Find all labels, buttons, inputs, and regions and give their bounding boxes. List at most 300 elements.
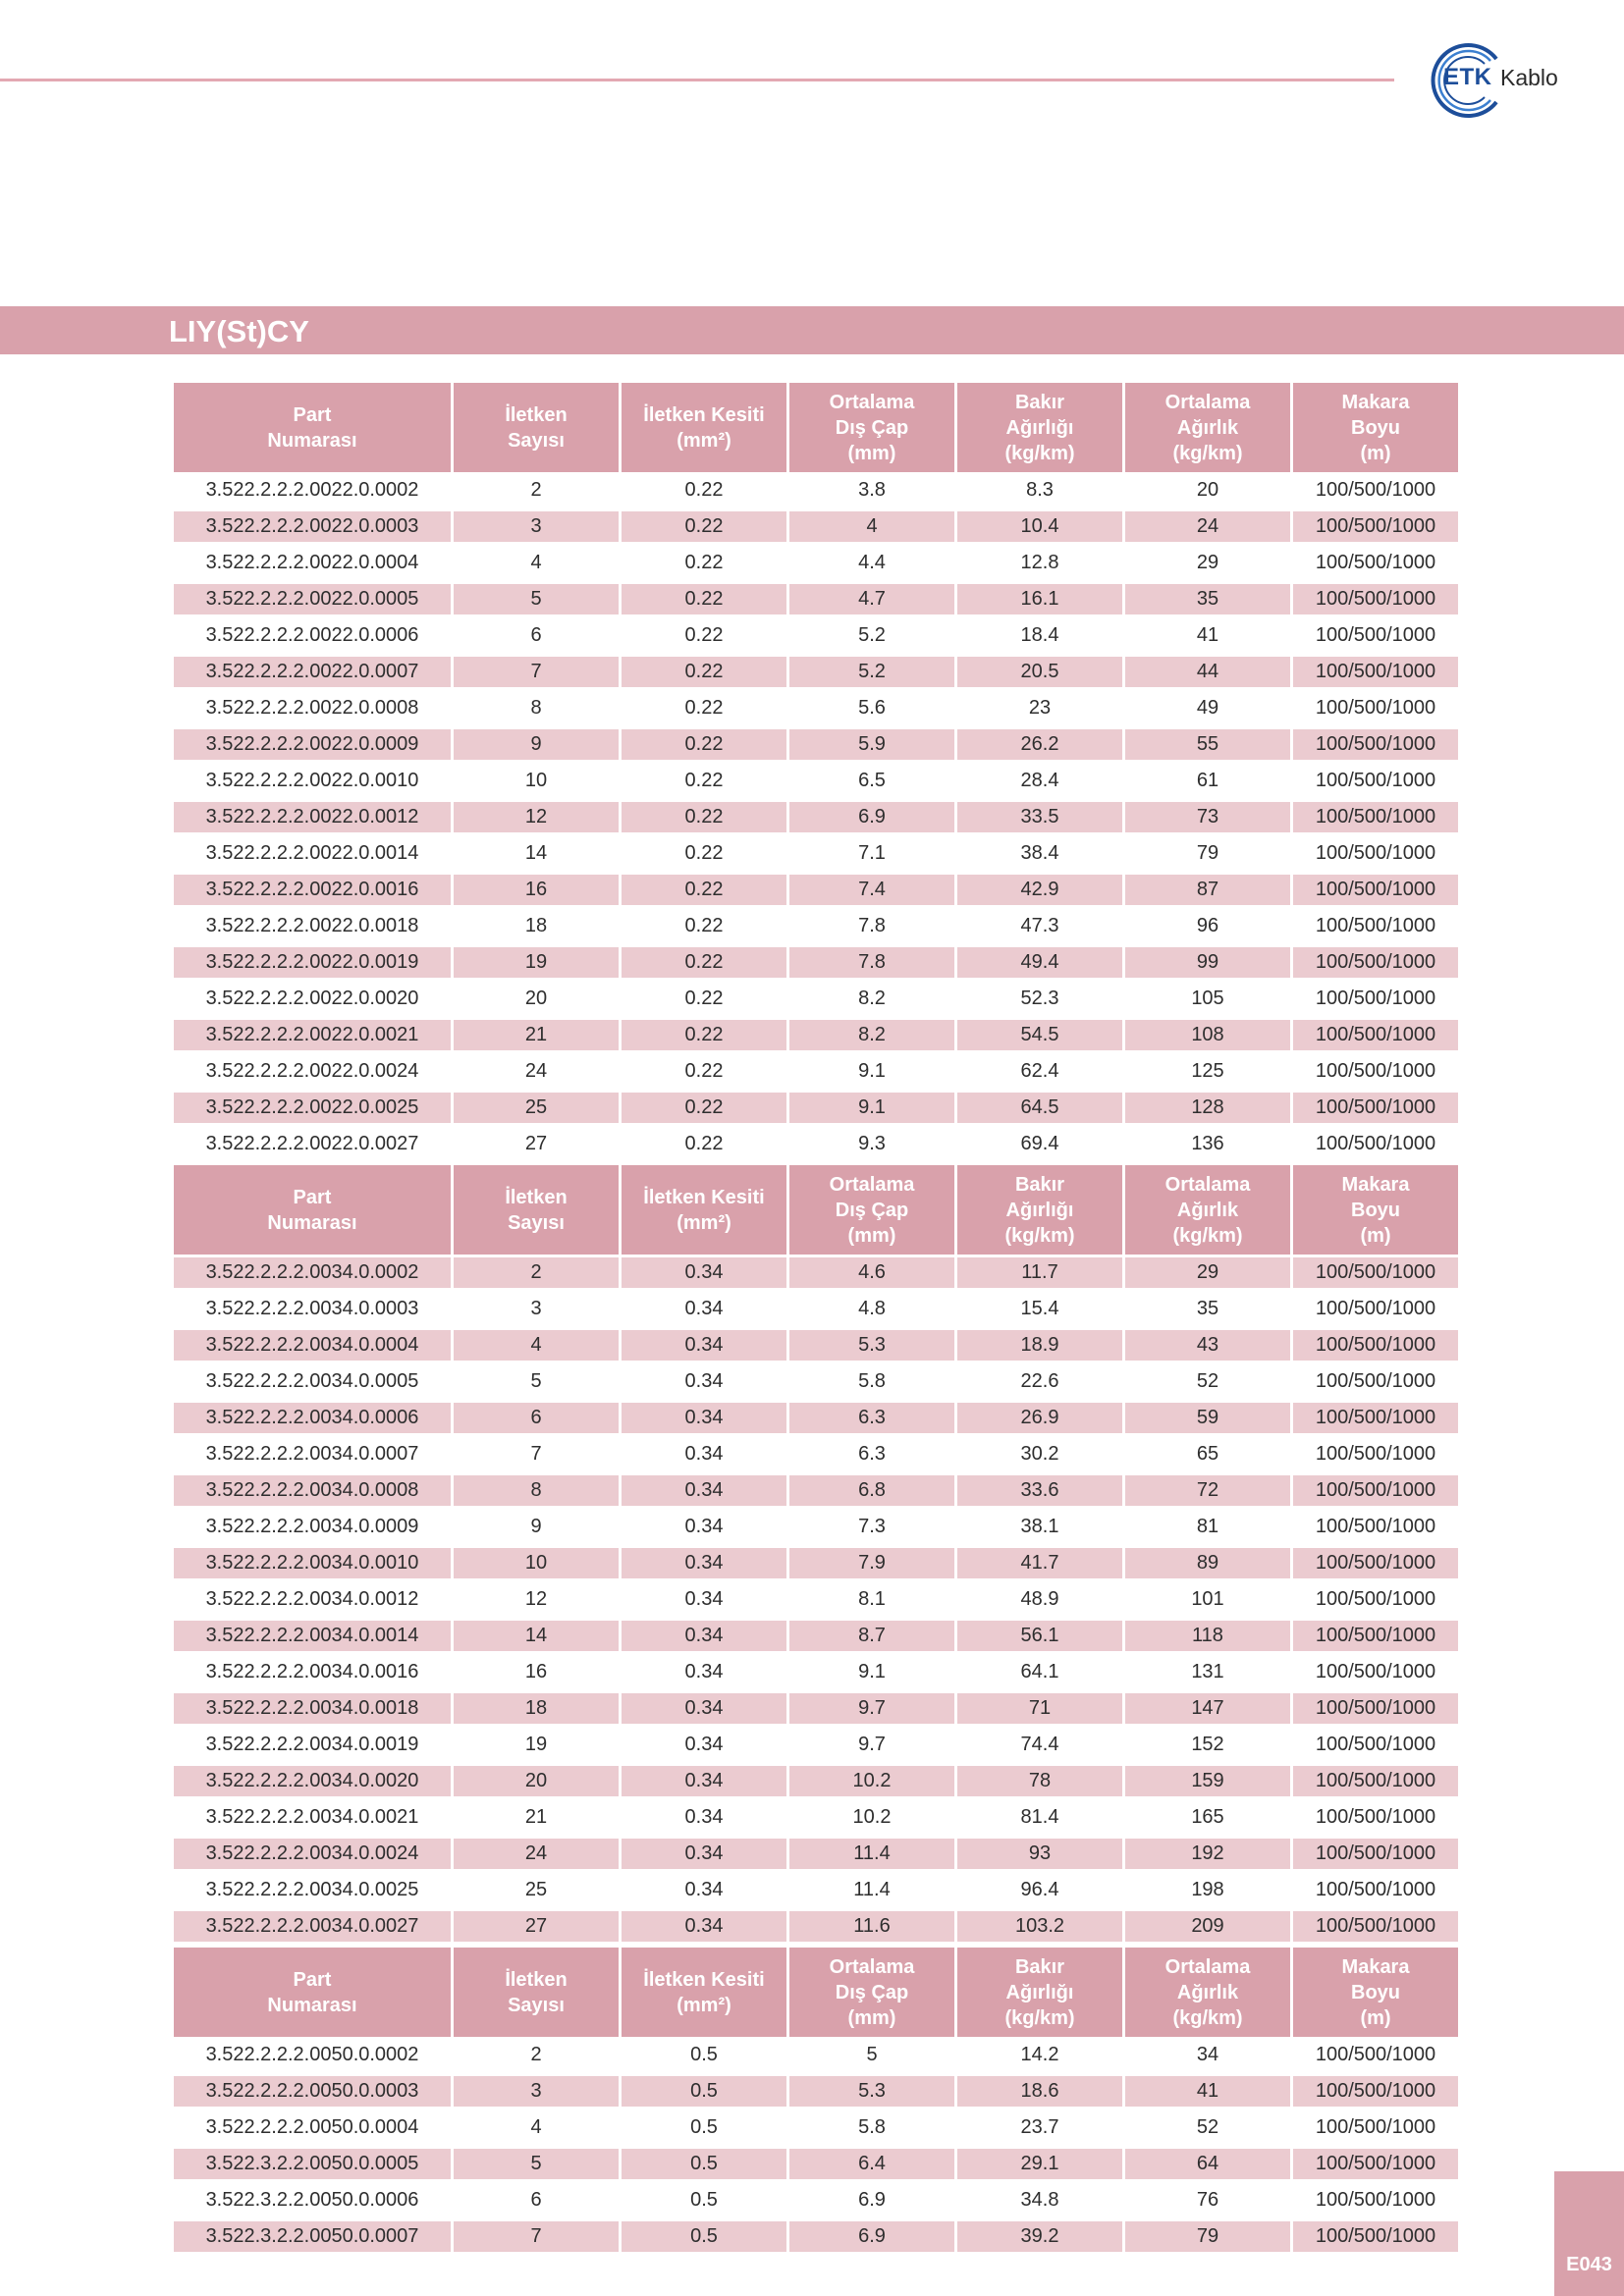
table-row xyxy=(174,875,1458,911)
table-row xyxy=(174,1584,1458,1621)
column-header-line: Dış Çap xyxy=(835,416,909,439)
table-cell: 100/500/1000 xyxy=(1293,1802,1458,1839)
column-header-line: Ortalama xyxy=(829,1173,915,1196)
table-cell: 0.22 xyxy=(622,693,786,729)
table-cell: 43 xyxy=(1125,1330,1290,1366)
table-cell: 6 xyxy=(454,2185,619,2221)
table-cell: 3.522.2.2.2.0034.0.0003 xyxy=(174,1294,451,1330)
column-header xyxy=(174,383,451,475)
table-cell: 100/500/1000 xyxy=(1293,1693,1458,1730)
table-row xyxy=(174,693,1458,729)
table-cell: 147 xyxy=(1125,1693,1290,1730)
table-cell: 49.4 xyxy=(957,947,1122,984)
table-cell: 7.9 xyxy=(789,1548,954,1584)
table-cell: 41.7 xyxy=(957,1548,1122,1584)
table-cell: 7.4 xyxy=(789,875,954,911)
column-header xyxy=(957,1948,1122,2040)
table-row xyxy=(174,2185,1458,2221)
table-row xyxy=(174,947,1458,984)
table-cell: 100/500/1000 xyxy=(1293,2040,1458,2076)
table-row xyxy=(174,2149,1458,2185)
table-cell: 209 xyxy=(1125,1911,1290,1948)
table-row xyxy=(174,584,1458,620)
logo-mark: ETK xyxy=(1443,64,1492,90)
table-cell: 0.34 xyxy=(622,1257,786,1294)
table-cell: 41 xyxy=(1125,620,1290,657)
table-cell: 4 xyxy=(454,1330,619,1366)
table-row xyxy=(174,1693,1458,1730)
table-cell: 8.2 xyxy=(789,984,954,1020)
column-header-line: Part xyxy=(293,1968,332,1991)
table-cell: 20 xyxy=(1125,475,1290,511)
table-row xyxy=(174,620,1458,657)
column-header xyxy=(789,1948,954,2040)
table-cell: 3.522.2.2.2.0022.0.0007 xyxy=(174,657,451,693)
column-header-line: İletken xyxy=(505,1186,568,1208)
column-header-line: Numarası xyxy=(267,429,357,452)
column-header xyxy=(789,383,954,475)
table-cell: 100/500/1000 xyxy=(1293,1766,1458,1802)
table-cell: 11.4 xyxy=(789,1875,954,1911)
table-cell: 3 xyxy=(454,511,619,548)
column-header-line: Dış Çap xyxy=(835,1199,909,1221)
table-row xyxy=(174,1512,1458,1548)
table-cell: 71 xyxy=(957,1693,1122,1730)
table-cell: 28.4 xyxy=(957,766,1122,802)
table-cell: 100/500/1000 xyxy=(1293,620,1458,657)
table-cell: 18.4 xyxy=(957,620,1122,657)
column-header-line: (kg/km) xyxy=(1004,1224,1075,1247)
table-cell: 100/500/1000 xyxy=(1293,802,1458,838)
column-header-line: Part xyxy=(293,403,332,426)
table-cell: 10.4 xyxy=(957,511,1122,548)
table-cell: 4.8 xyxy=(789,1294,954,1330)
table-cell: 24 xyxy=(454,1056,619,1093)
table-cell: 64.1 xyxy=(957,1657,1122,1693)
table-cell: 6.4 xyxy=(789,2149,954,2185)
table-cell: 0.34 xyxy=(622,1439,786,1475)
table-cell: 0.34 xyxy=(622,1839,786,1875)
table-cell: 0.34 xyxy=(622,1330,786,1366)
table-row xyxy=(174,729,1458,766)
table-cell: 118 xyxy=(1125,1621,1290,1657)
table-row xyxy=(174,1330,1458,1366)
table-row xyxy=(174,1366,1458,1403)
cable-spec-table xyxy=(171,383,1461,2258)
table-row xyxy=(174,1056,1458,1093)
table-cell: 56.1 xyxy=(957,1621,1122,1657)
column-header-line: (mm²) xyxy=(677,1994,731,2016)
column-header-line: İletken Kesiti xyxy=(643,403,765,426)
column-header-line: (kg/km) xyxy=(1172,442,1243,464)
column-header-line: Ağırlığı xyxy=(1005,1199,1074,1221)
table-cell: 6.9 xyxy=(789,2221,954,2258)
table-cell: 59 xyxy=(1125,1403,1290,1439)
column-header-line: (m) xyxy=(1360,1224,1391,1247)
column-header xyxy=(622,1165,786,1257)
table-cell: 21 xyxy=(454,1802,619,1839)
table-cell: 2 xyxy=(454,1257,619,1294)
column-header-line: (m) xyxy=(1360,2006,1391,2029)
table-cell: 3.522.3.2.2.0050.0.0006 xyxy=(174,2185,451,2221)
table-cell: 7 xyxy=(454,657,619,693)
table-cell: 100/500/1000 xyxy=(1293,1093,1458,1129)
table-cell: 0.5 xyxy=(622,2076,786,2112)
table-cell: 5 xyxy=(789,2040,954,2076)
table-cell: 100/500/1000 xyxy=(1293,2185,1458,2221)
table-row xyxy=(174,1730,1458,1766)
table-cell: 0.22 xyxy=(622,657,786,693)
table-cell: 42.9 xyxy=(957,875,1122,911)
table-cell: 79 xyxy=(1125,838,1290,875)
table-cell: 6 xyxy=(454,620,619,657)
table-cell: 0.34 xyxy=(622,1584,786,1621)
table-cell: 6.8 xyxy=(789,1475,954,1512)
table-row xyxy=(174,1839,1458,1875)
column-header-line: Bakır xyxy=(1014,391,1065,413)
table-cell: 55 xyxy=(1125,729,1290,766)
table-cell: 76 xyxy=(1125,2185,1290,2221)
table-cell: 3.522.2.2.2.0022.0.0012 xyxy=(174,802,451,838)
column-header xyxy=(1293,1948,1458,2040)
table-cell: 3.522.2.2.2.0034.0.0010 xyxy=(174,1548,451,1584)
table-cell: 11.4 xyxy=(789,1839,954,1875)
table-cell: 0.34 xyxy=(622,1475,786,1512)
column-header-line: Sayısı xyxy=(508,1211,565,1234)
table-cell: 0.22 xyxy=(622,875,786,911)
table-cell: 0.22 xyxy=(622,838,786,875)
table-cell: 5.9 xyxy=(789,729,954,766)
table-row xyxy=(174,984,1458,1020)
table-cell: 96.4 xyxy=(957,1875,1122,1911)
table-cell: 5.2 xyxy=(789,620,954,657)
table-cell: 14 xyxy=(454,838,619,875)
table-cell: 20.5 xyxy=(957,657,1122,693)
table-cell: 100/500/1000 xyxy=(1293,1257,1458,1294)
table-cell: 3.522.2.2.2.0034.0.0009 xyxy=(174,1512,451,1548)
table-cell: 64 xyxy=(1125,2149,1290,2185)
table-cell: 5.8 xyxy=(789,2112,954,2149)
column-header-line: Numarası xyxy=(267,1211,357,1234)
table-cell: 3.522.2.2.2.0022.0.0024 xyxy=(174,1056,451,1093)
table-cell: 7.8 xyxy=(789,911,954,947)
table-cell: 3.522.2.2.2.0022.0.0008 xyxy=(174,693,451,729)
table-cell: 29.1 xyxy=(957,2149,1122,2185)
column-header-line: Dış Çap xyxy=(835,1981,909,2003)
column-header-line: İletken xyxy=(505,1968,568,1991)
table-header-row xyxy=(174,1165,1458,1257)
table-cell: 61 xyxy=(1125,766,1290,802)
table-cell: 192 xyxy=(1125,1839,1290,1875)
table-cell: 0.22 xyxy=(622,620,786,657)
table-cell: 25 xyxy=(454,1093,619,1129)
column-header-line: Boyu xyxy=(1351,1981,1400,2003)
table-cell: 29 xyxy=(1125,548,1290,584)
table-cell: 38.1 xyxy=(957,1512,1122,1548)
table-cell: 0.5 xyxy=(622,2149,786,2185)
table-cell: 100/500/1000 xyxy=(1293,729,1458,766)
table-cell: 105 xyxy=(1125,984,1290,1020)
column-header xyxy=(957,1165,1122,1257)
table-cell: 6.5 xyxy=(789,766,954,802)
table-cell: 3.522.2.2.2.0022.0.0018 xyxy=(174,911,451,947)
column-header-line: (kg/km) xyxy=(1172,1224,1243,1247)
table-cell: 0.22 xyxy=(622,1056,786,1093)
table-cell: 69.4 xyxy=(957,1129,1122,1165)
table-cell: 4.6 xyxy=(789,1257,954,1294)
table-cell: 29 xyxy=(1125,1257,1290,1294)
table-cell: 9.7 xyxy=(789,1693,954,1730)
column-header-line: Ağırlık xyxy=(1176,1981,1239,2003)
table-cell: 15.4 xyxy=(957,1294,1122,1330)
table-row xyxy=(174,1875,1458,1911)
column-header xyxy=(957,383,1122,475)
table-cell: 5.3 xyxy=(789,1330,954,1366)
table-cell: 3.522.2.2.2.0022.0.0020 xyxy=(174,984,451,1020)
table-row xyxy=(174,1911,1458,1948)
table-cell: 100/500/1000 xyxy=(1293,1439,1458,1475)
table-cell: 3.522.2.2.2.0022.0.0009 xyxy=(174,729,451,766)
table-cell: 0.34 xyxy=(622,1802,786,1839)
table-cell: 8.1 xyxy=(789,1584,954,1621)
table-cell: 0.34 xyxy=(622,1366,786,1403)
table-row xyxy=(174,838,1458,875)
table-cell: 100/500/1000 xyxy=(1293,1403,1458,1439)
table-cell: 3.522.2.2.2.0022.0.0010 xyxy=(174,766,451,802)
table-cell: 8 xyxy=(454,693,619,729)
table-cell: 100/500/1000 xyxy=(1293,693,1458,729)
table-cell: 0.22 xyxy=(622,1093,786,1129)
table-cell: 9.7 xyxy=(789,1730,954,1766)
table-cell: 9.1 xyxy=(789,1657,954,1693)
table-cell: 5 xyxy=(454,1366,619,1403)
table-cell: 8.2 xyxy=(789,1020,954,1056)
table-cell: 62.4 xyxy=(957,1056,1122,1093)
column-header-line: Bakır xyxy=(1014,1173,1065,1196)
table-cell: 34 xyxy=(1125,2040,1290,2076)
table-row xyxy=(174,2040,1458,2076)
column-header xyxy=(174,1165,451,1257)
table-cell: 3.522.2.2.2.0034.0.0016 xyxy=(174,1657,451,1693)
column-header-line: Boyu xyxy=(1351,1199,1400,1221)
table-cell: 0.34 xyxy=(622,1911,786,1948)
table-cell: 0.22 xyxy=(622,947,786,984)
table-cell: 3.522.2.2.2.0022.0.0027 xyxy=(174,1129,451,1165)
table-cell: 103.2 xyxy=(957,1911,1122,1948)
table-cell: 30.2 xyxy=(957,1439,1122,1475)
table-cell: 0.34 xyxy=(622,1730,786,1766)
table-cell: 100/500/1000 xyxy=(1293,1730,1458,1766)
table-cell: 5.6 xyxy=(789,693,954,729)
table-cell: 101 xyxy=(1125,1584,1290,1621)
table-cell: 100/500/1000 xyxy=(1293,475,1458,511)
table-cell: 0.22 xyxy=(622,475,786,511)
column-header-line: Ortalama xyxy=(829,1955,915,1978)
table-cell: 0.22 xyxy=(622,802,786,838)
table-cell: 0.22 xyxy=(622,1020,786,1056)
table-row xyxy=(174,1439,1458,1475)
table-cell: 100/500/1000 xyxy=(1293,1512,1458,1548)
table-row xyxy=(174,1548,1458,1584)
table-cell: 3.8 xyxy=(789,475,954,511)
table-cell: 100/500/1000 xyxy=(1293,1548,1458,1584)
table-cell: 54.5 xyxy=(957,1020,1122,1056)
table-row xyxy=(174,802,1458,838)
table-cell: 99 xyxy=(1125,947,1290,984)
table-cell: 3.522.3.2.2.0050.0.0005 xyxy=(174,2149,451,2185)
table-cell: 100/500/1000 xyxy=(1293,1129,1458,1165)
table-cell: 6.9 xyxy=(789,802,954,838)
table-cell: 27 xyxy=(454,1911,619,1948)
table-cell: 23.7 xyxy=(957,2112,1122,2149)
table-cell: 2 xyxy=(454,2040,619,2076)
table-row xyxy=(174,548,1458,584)
table-cell: 3.522.2.2.2.0022.0.0004 xyxy=(174,548,451,584)
table-cell: 0.34 xyxy=(622,1294,786,1330)
table-cell: 8 xyxy=(454,1475,619,1512)
column-header xyxy=(454,1165,619,1257)
table-row xyxy=(174,1802,1458,1839)
table-cell: 25 xyxy=(454,1875,619,1911)
table-cell: 52.3 xyxy=(957,984,1122,1020)
table-cell: 18.9 xyxy=(957,1330,1122,1366)
table-cell: 10.2 xyxy=(789,1802,954,1839)
table-cell: 0.22 xyxy=(622,548,786,584)
table-cell: 21 xyxy=(454,1020,619,1056)
table-cell: 3.522.2.2.2.0022.0.0006 xyxy=(174,620,451,657)
table-cell: 100/500/1000 xyxy=(1293,984,1458,1020)
table-cell: 4 xyxy=(454,2112,619,2149)
table-cell: 4 xyxy=(454,548,619,584)
column-header-line: Bakır xyxy=(1014,1955,1065,1978)
column-header xyxy=(622,1948,786,2040)
table-cell: 8.3 xyxy=(957,475,1122,511)
page-number: E043 xyxy=(1566,2254,1612,2275)
column-header-line: (mm²) xyxy=(677,1211,731,1234)
column-header-line: Ağırlık xyxy=(1176,416,1239,439)
table-cell: 11.6 xyxy=(789,1911,954,1948)
table-cell: 16 xyxy=(454,875,619,911)
table-cell: 5.2 xyxy=(789,657,954,693)
table-row xyxy=(174,1257,1458,1294)
table-cell: 3.522.2.2.2.0022.0.0005 xyxy=(174,584,451,620)
table-cell: 100/500/1000 xyxy=(1293,2076,1458,2112)
table-cell: 18 xyxy=(454,911,619,947)
column-header xyxy=(1125,1165,1290,1257)
table-cell: 100/500/1000 xyxy=(1293,947,1458,984)
column-header-line: (mm) xyxy=(847,1224,896,1247)
table-cell: 100/500/1000 xyxy=(1293,657,1458,693)
table-cell: 100/500/1000 xyxy=(1293,1621,1458,1657)
table-cell: 100/500/1000 xyxy=(1293,511,1458,548)
column-header-line: Ortalama xyxy=(1164,1173,1251,1196)
table-cell: 5 xyxy=(454,2149,619,2185)
table-row xyxy=(174,1403,1458,1439)
table-cell: 65 xyxy=(1125,1439,1290,1475)
table-cell: 136 xyxy=(1125,1129,1290,1165)
table-row xyxy=(174,1129,1458,1165)
table-cell: 7.3 xyxy=(789,1512,954,1548)
table-cell: 2 xyxy=(454,475,619,511)
table-cell: 6.9 xyxy=(789,2185,954,2221)
table-row xyxy=(174,1093,1458,1129)
table-cell: 3.522.2.2.2.0034.0.0006 xyxy=(174,1403,451,1439)
column-header-line: Ortalama xyxy=(829,391,915,413)
etk-kablo-logo xyxy=(1414,37,1591,124)
table-cell: 0.22 xyxy=(622,511,786,548)
table-cell: 96 xyxy=(1125,911,1290,947)
table-cell: 3.522.2.2.2.0034.0.0021 xyxy=(174,1802,451,1839)
column-header-line: Makara xyxy=(1341,391,1410,413)
table-cell: 6.3 xyxy=(789,1403,954,1439)
table-cell: 73 xyxy=(1125,802,1290,838)
table-cell: 3.522.2.2.2.0034.0.0019 xyxy=(174,1730,451,1766)
table-cell: 14 xyxy=(454,1621,619,1657)
table-cell: 39.2 xyxy=(957,2221,1122,2258)
table-cell: 0.22 xyxy=(622,911,786,947)
table-cell: 27 xyxy=(454,1129,619,1165)
column-header xyxy=(454,1948,619,2040)
table-cell: 7 xyxy=(454,1439,619,1475)
table-cell: 100/500/1000 xyxy=(1293,911,1458,947)
table-cell: 100/500/1000 xyxy=(1293,875,1458,911)
table-cell: 100/500/1000 xyxy=(1293,1657,1458,1693)
table-cell: 10 xyxy=(454,1548,619,1584)
table-cell: 100/500/1000 xyxy=(1293,1294,1458,1330)
table-cell: 100/500/1000 xyxy=(1293,548,1458,584)
column-header-line: Ağırlık xyxy=(1176,1199,1239,1221)
table-cell: 100/500/1000 xyxy=(1293,2112,1458,2149)
table-cell: 52 xyxy=(1125,1366,1290,1403)
table-cell: 3.522.2.2.2.0034.0.0024 xyxy=(174,1839,451,1875)
table-cell: 152 xyxy=(1125,1730,1290,1766)
table-cell: 3.522.2.2.2.0034.0.0014 xyxy=(174,1621,451,1657)
table-cell: 100/500/1000 xyxy=(1293,2149,1458,2185)
table-cell: 100/500/1000 xyxy=(1293,1366,1458,1403)
table-cell: 33.6 xyxy=(957,1475,1122,1512)
column-header-line: Makara xyxy=(1341,1173,1410,1196)
column-header xyxy=(1125,1948,1290,2040)
column-header-line: Makara xyxy=(1341,1955,1410,1978)
column-header-line: Sayısı xyxy=(508,1994,565,2016)
table-cell: 3.522.2.2.2.0034.0.0005 xyxy=(174,1366,451,1403)
table-cell: 48.9 xyxy=(957,1584,1122,1621)
table-cell: 18.6 xyxy=(957,2076,1122,2112)
table-cell: 3.522.2.2.2.0022.0.0021 xyxy=(174,1020,451,1056)
table-cell: 7.1 xyxy=(789,838,954,875)
table-cell: 3.522.2.2.2.0034.0.0020 xyxy=(174,1766,451,1802)
table-cell: 20 xyxy=(454,984,619,1020)
table-cell: 4.7 xyxy=(789,584,954,620)
table-cell: 19 xyxy=(454,947,619,984)
table-row xyxy=(174,657,1458,693)
column-header-line: Sayısı xyxy=(508,429,565,452)
table-cell: 0.22 xyxy=(622,766,786,802)
table-cell: 125 xyxy=(1125,1056,1290,1093)
table-cell: 0.5 xyxy=(622,2221,786,2258)
table-cell: 3.522.2.2.2.0034.0.0027 xyxy=(174,1911,451,1948)
table-cell: 10 xyxy=(454,766,619,802)
table-row xyxy=(174,1766,1458,1802)
table-cell: 0.22 xyxy=(622,584,786,620)
column-header-line: Ortalama xyxy=(1164,1955,1251,1978)
table-cell: 3.522.2.2.2.0022.0.0016 xyxy=(174,875,451,911)
table-cell: 3.522.2.2.2.0034.0.0012 xyxy=(174,1584,451,1621)
table-cell: 0.34 xyxy=(622,1766,786,1802)
table-cell: 7.8 xyxy=(789,947,954,984)
table-cell: 26.9 xyxy=(957,1403,1122,1439)
table-cell: 93 xyxy=(957,1839,1122,1875)
